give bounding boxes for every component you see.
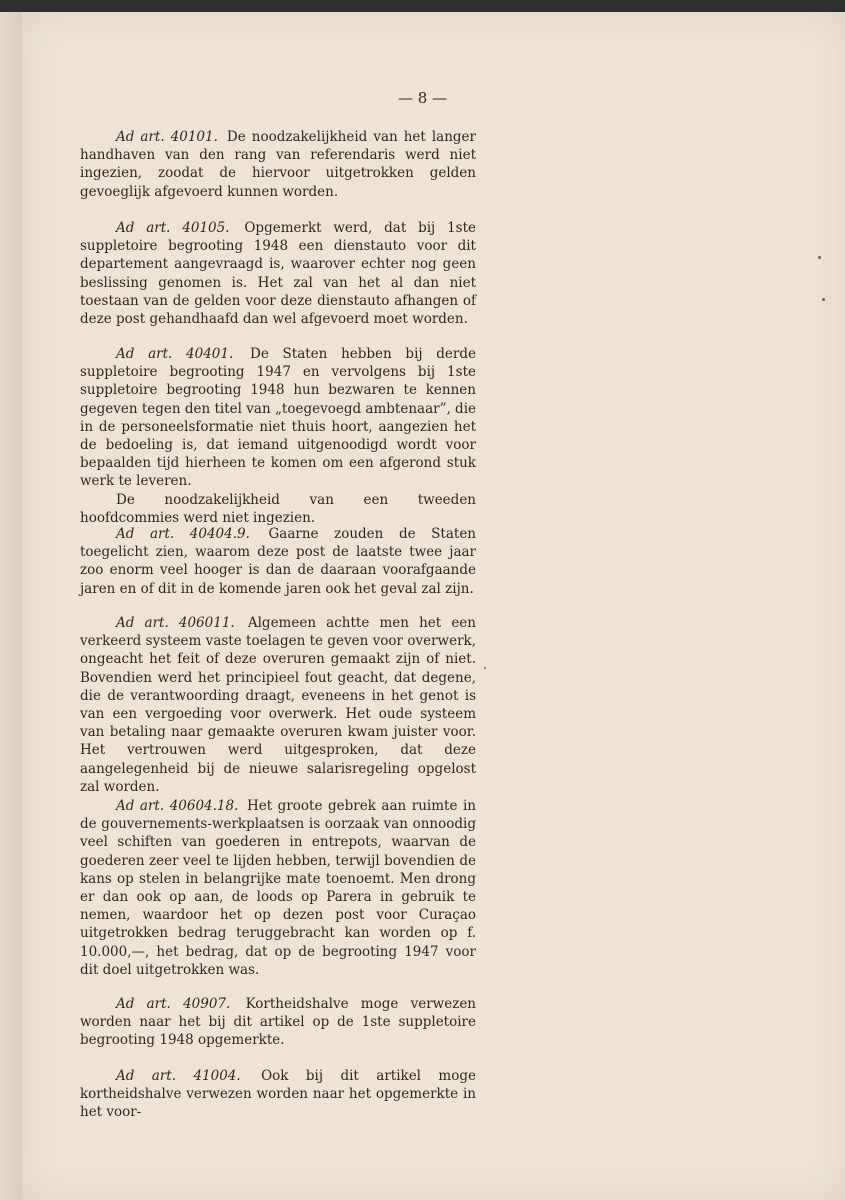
article-reference: Ad art. 41004. <box>116 1068 241 1084</box>
paragraph-text: De noodzakelijkheid van het langer handhaven van den rang van referendaris werd niet ingezien, zoodat de hiervoor uitgetrokken gelden gevoeglijk afgevoerd kunnen worden. <box>80 129 477 200</box>
paper-speck <box>484 667 486 669</box>
paragraph-art-40404-9 <box>80 525 476 598</box>
paragraph-art-40907 <box>80 995 476 1050</box>
page-number: — 8 — <box>397 89 448 107</box>
paragraph-art-40604-18 <box>80 797 476 979</box>
paragraph-text: Opgemerkt werd, dat bij 1ste suppletoire begrooting 1948 een dienstauto voor dit departement aangevraagd is, waarover echter nog geen beslissing genomen is. Het zal van het al dan niet toestaan van de gelden voor deze dienstauto afhangen of deze post gehandhaafd dan wel afgevoerd moet worden. <box>80 220 476 328</box>
paragraph-art-40105 <box>80 219 476 328</box>
paragraph-text: Algemeen achtte men het een verkeerd systeem vaste toelagen te geven voor overwerk, ongeacht het feit of deze overuren gemaakt zijn of niet. Bovendien werd het principieel fout geacht, dat degene, die de verantwoording draagt, eveneens in het genot is van een vergoeding voor overwerk. Het oude systeem van betaling naar gemaakte overuren kwam juister voor. Het vertrouwen werd uitgesproken, dat deze aangelegenheid bij de nieuwe salarisregeling opgelost zal worden. <box>80 615 476 795</box>
paragraph-text: De Staten hebben bij derde suppletoire begrooting 1947 en vervolgens bij 1ste suppletoire begrooting 1948 hun bezwaren te kennen gegeven tegen den titel van „toegevoegd ambtenaar”, die in de personeelsformatie niet thuis hoort, aangezien het de bedoeling is, dat iemand uitgenoodigd wordt voor bepaalden tijd hierheen te komen om een afgerond stuk werk te leveren. <box>80 346 477 490</box>
paragraph-art-40101 <box>80 128 476 201</box>
paragraph-art-40401 <box>80 345 476 527</box>
article-reference: Ad art. 406011. <box>116 615 235 631</box>
article-reference: Ad art. 40604.18. <box>116 798 239 814</box>
paragraph-text: Het groote gebrek aan ruimte in de gouvernements-werkplaatsen is oorzaak van onnoodig veel schiften van goederen in entrepots, waarvan de goederen zeer veel te lijden hebben, terwijl bovendien de kans op stelen in belangrijke mate toenoemt. Men drong er dan ook op aan, de loods op Parera in gebruik te nemen, waardoor het op dezen post voor Curaçao uitgetrokken bedrag teruggebracht kan worden op f. 10.000,—, het bedrag, dat op de begrooting 1947 voor dit doel uitgetrokken was. <box>80 798 476 978</box>
article-reference: Ad art. 40404.9. <box>116 526 250 542</box>
paragraph-art-406011 <box>80 614 476 796</box>
paper-speck <box>822 298 825 301</box>
article-reference: Ad art. 40101. <box>116 129 218 145</box>
paper-speck <box>818 256 821 259</box>
paragraph-art-41004 <box>80 1067 476 1122</box>
page-left-edge <box>0 12 22 1200</box>
scan-top-border <box>0 0 845 12</box>
article-reference: Ad art. 40401. <box>116 346 234 362</box>
paragraph-continuation: De noodzakelijkheid van een tweeden hoofdcommies werd niet ingezien. <box>80 491 476 526</box>
paragraph-text: Gaarne zouden de Staten toegelicht zien, waarom deze post de laatste twee jaar zoo enorm veel hooger is dan de daaraan voorafgaande jaren en of dit in de komende jaren ook het geval zal zijn. <box>80 526 476 597</box>
article-reference: Ad art. 40907. <box>116 996 231 1012</box>
paragraph-text: Kortheidshalve moge verwezen worden naar het bij dit artikel op de 1ste suppletoire begrooting 1948 opgemerkte. <box>80 996 477 1049</box>
paragraph-text: Ook bij dit artikel moge kortheidshalve verwezen worden naar het opgemerkte in het voor- <box>80 1068 476 1121</box>
article-reference: Ad art. 40105. <box>116 220 230 236</box>
